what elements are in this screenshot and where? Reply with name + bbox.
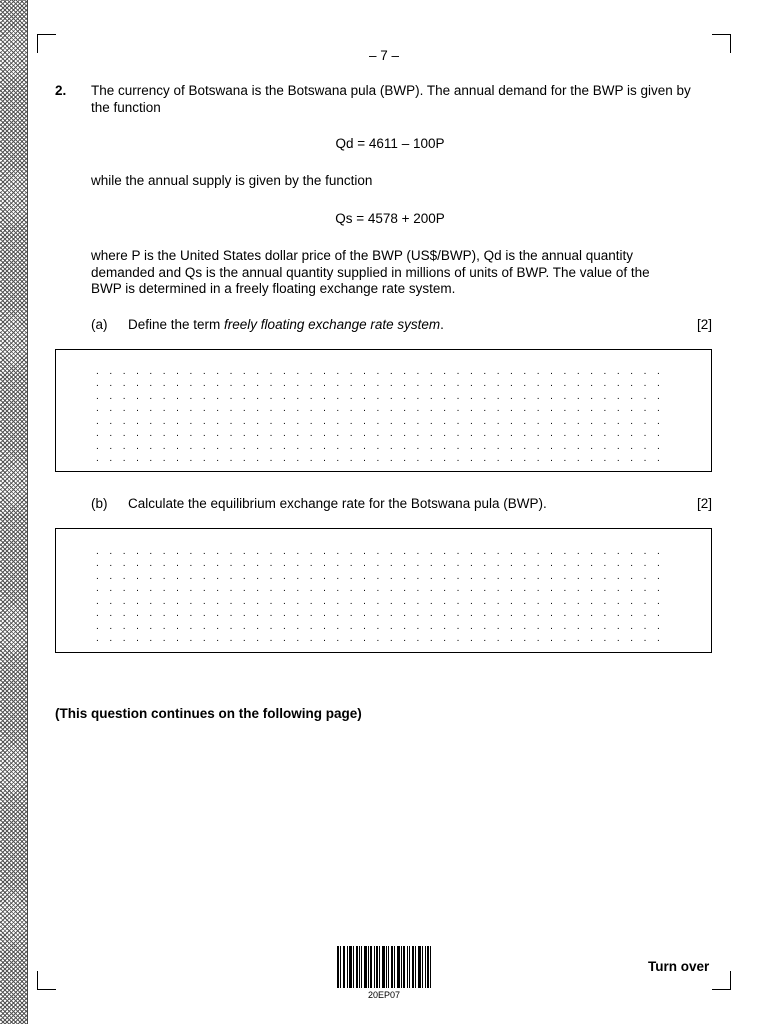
question-intro: The currency of Botswana is the Botswana pula (BWP). The annual demand for the BWP is given by the function — [91, 83, 691, 115]
supply-equation: Qs = 4578 + 200P — [335, 211, 445, 226]
answer-line[interactable]: . . . . . . . . . . . . . . . . . . . . . . . . . . . . . . . . . . . . . . . . . . . . . . . . . . . . . . . . . . . . . . . . . . . . . . . . . . . . . . . . . . . . . . — [96, 571, 664, 594]
demand-equation: Qd = 4611 – 100P — [335, 136, 445, 151]
part-a-marks: [2] — [697, 317, 713, 332]
part-a-label: (a) — [91, 317, 108, 332]
supply-intro: while the annual supply is given by the function — [91, 173, 373, 188]
answer-line[interactable]: . . . . . . . . . . . . . . . . . . . . . . . . . . . . . . . . . . . . . . . . . . . . . . . . . . . . . . . . . . . . . . . . . . . . . . . . . . . . . . . . . . . . . . — [96, 416, 664, 439]
variable-definitions: where P is the United States dollar price of the BWP (US$/BWP), Qd is the annual quantity demanded and Qs is the annual quantity supplied in millions of units of BWP. The value of the BWP is determined in a freely floating exchange rate system. — [91, 248, 650, 296]
barcode-icon — [337, 946, 431, 988]
part-b-question: Calculate the equilibrium exchange rate for the Botswana pula (BWP). — [128, 496, 547, 511]
crop-mark-bottom-right — [712, 971, 731, 990]
part-a-italic-term: freely floating exchange rate system — [224, 317, 441, 332]
answer-line[interactable]: . . . . . . . . . . . . . . . . . . . . . . . . . . . . . . . . . . . . . . . . . . . . . . . . . . . . . . . . . . . . . . . . . . . . . . . . . . . . . . . . . . . . . . — [96, 441, 664, 464]
crop-mark-bottom-left — [37, 971, 56, 990]
part-a-answer-box[interactable] — [55, 349, 712, 472]
question-number: 2. — [55, 83, 67, 98]
part-b-answer-box[interactable] — [55, 528, 712, 653]
continues-note: (This question continues on the following page) — [55, 706, 362, 721]
barcode-label: 20EP07 — [367, 990, 401, 1000]
page-number: – 7 – — [368, 48, 400, 63]
turn-over-label: Turn over — [648, 959, 710, 974]
part-a-question: Define the term freely floating exchange rate system. — [128, 317, 444, 332]
answer-line[interactable]: . . . . . . . . . . . . . . . . . . . . . . . . . . . . . . . . . . . . . . . . . . . . . . . . . . . . . . . . . . . . . . . . . . . . . . . . . . . . . . . . . . . . . . — [96, 621, 664, 644]
answer-line[interactable]: . . . . . . . . . . . . . . . . . . . . . . . . . . . . . . . . . . . . . . . . . . . . . . . . . . . . . . . . . . . . . . . . . . . . . . . . . . . . . . . . . . . . . . — [96, 366, 664, 389]
answer-line[interactable]: . . . . . . . . . . . . . . . . . . . . . . . . . . . . . . . . . . . . . . . . . . . . . . . . . . . . . . . . . . . . . . . . . . . . . . . . . . . . . . . . . . . . . . — [96, 391, 664, 414]
part-b-label: (b) — [91, 496, 108, 511]
page-binding-strip — [0, 0, 28, 1024]
part-b-marks: [2] — [697, 496, 713, 511]
answer-line[interactable]: . . . . . . . . . . . . . . . . . . . . . . . . . . . . . . . . . . . . . . . . . . . . . . . . . . . . . . . . . . . . . . . . . . . . . . . . . . . . . . . . . . . . . . — [96, 596, 664, 619]
answer-line[interactable]: . . . . . . . . . . . . . . . . . . . . . . . . . . . . . . . . . . . . . . . . . . . . . . . . . . . . . . . . . . . . . . . . . . . . . . . . . . . . . . . . . . . . . . — [96, 546, 664, 569]
